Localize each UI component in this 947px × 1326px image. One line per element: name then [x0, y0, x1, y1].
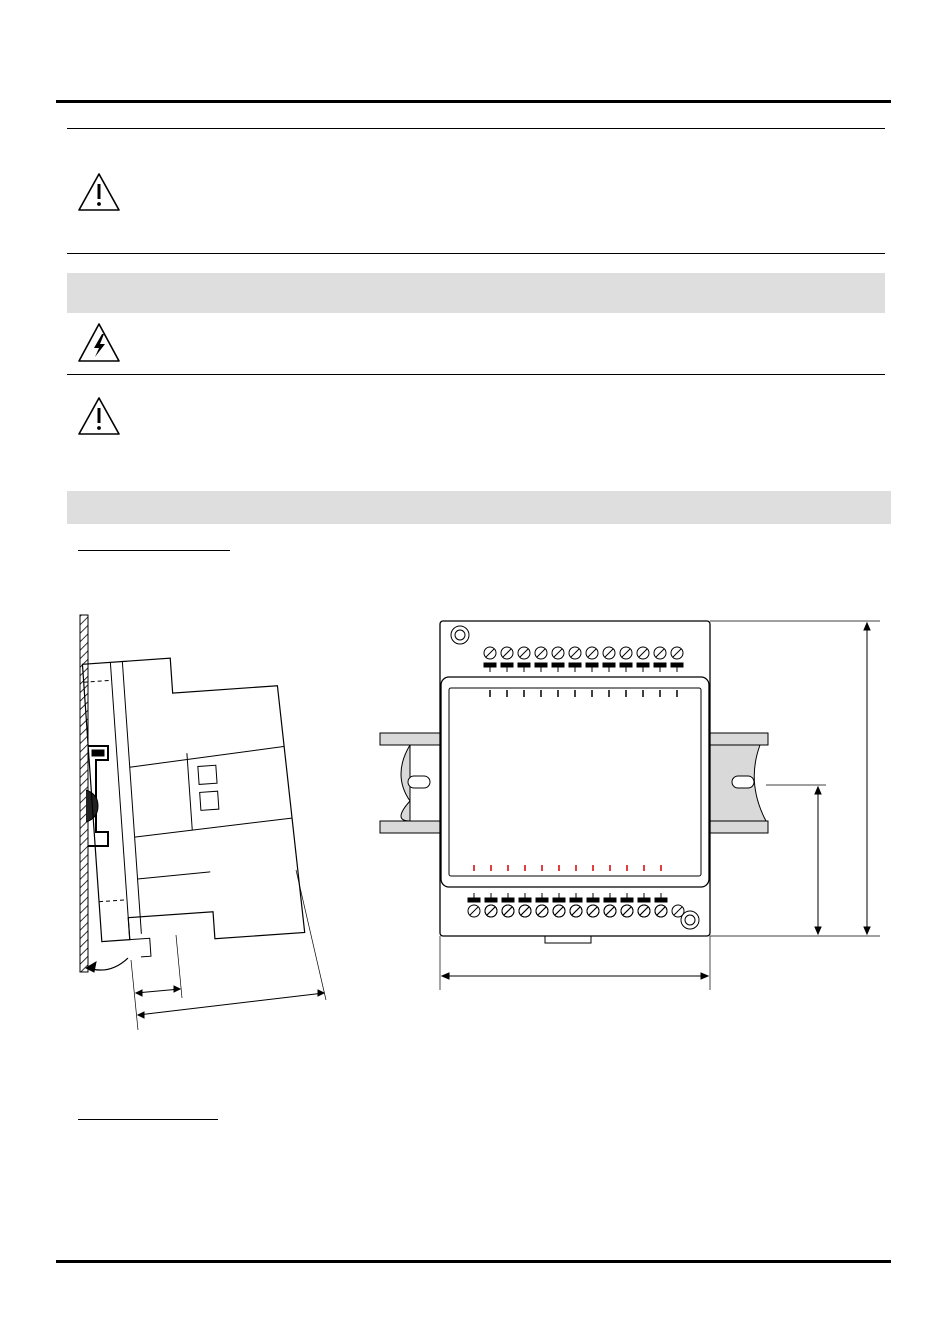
caution-block-bottom-rule: [67, 253, 885, 254]
header-rule: [56, 100, 891, 103]
section-heading-band: [67, 273, 885, 313]
caution-icon: [77, 396, 121, 441]
din-rail-mounting-diagram: [0, 600, 947, 1040]
front-view: [380, 621, 768, 943]
caution-block-top-rule: [67, 128, 885, 129]
high-voltage-icon: [77, 322, 121, 369]
warning-divider-rule: [67, 374, 885, 375]
subheading-underline: [78, 1119, 218, 1120]
subheading-underline: [78, 550, 230, 551]
caution-icon: [77, 172, 121, 217]
section-heading-band: [67, 491, 891, 524]
footer-rule: [56, 1260, 891, 1263]
side-view: [80, 615, 326, 1030]
